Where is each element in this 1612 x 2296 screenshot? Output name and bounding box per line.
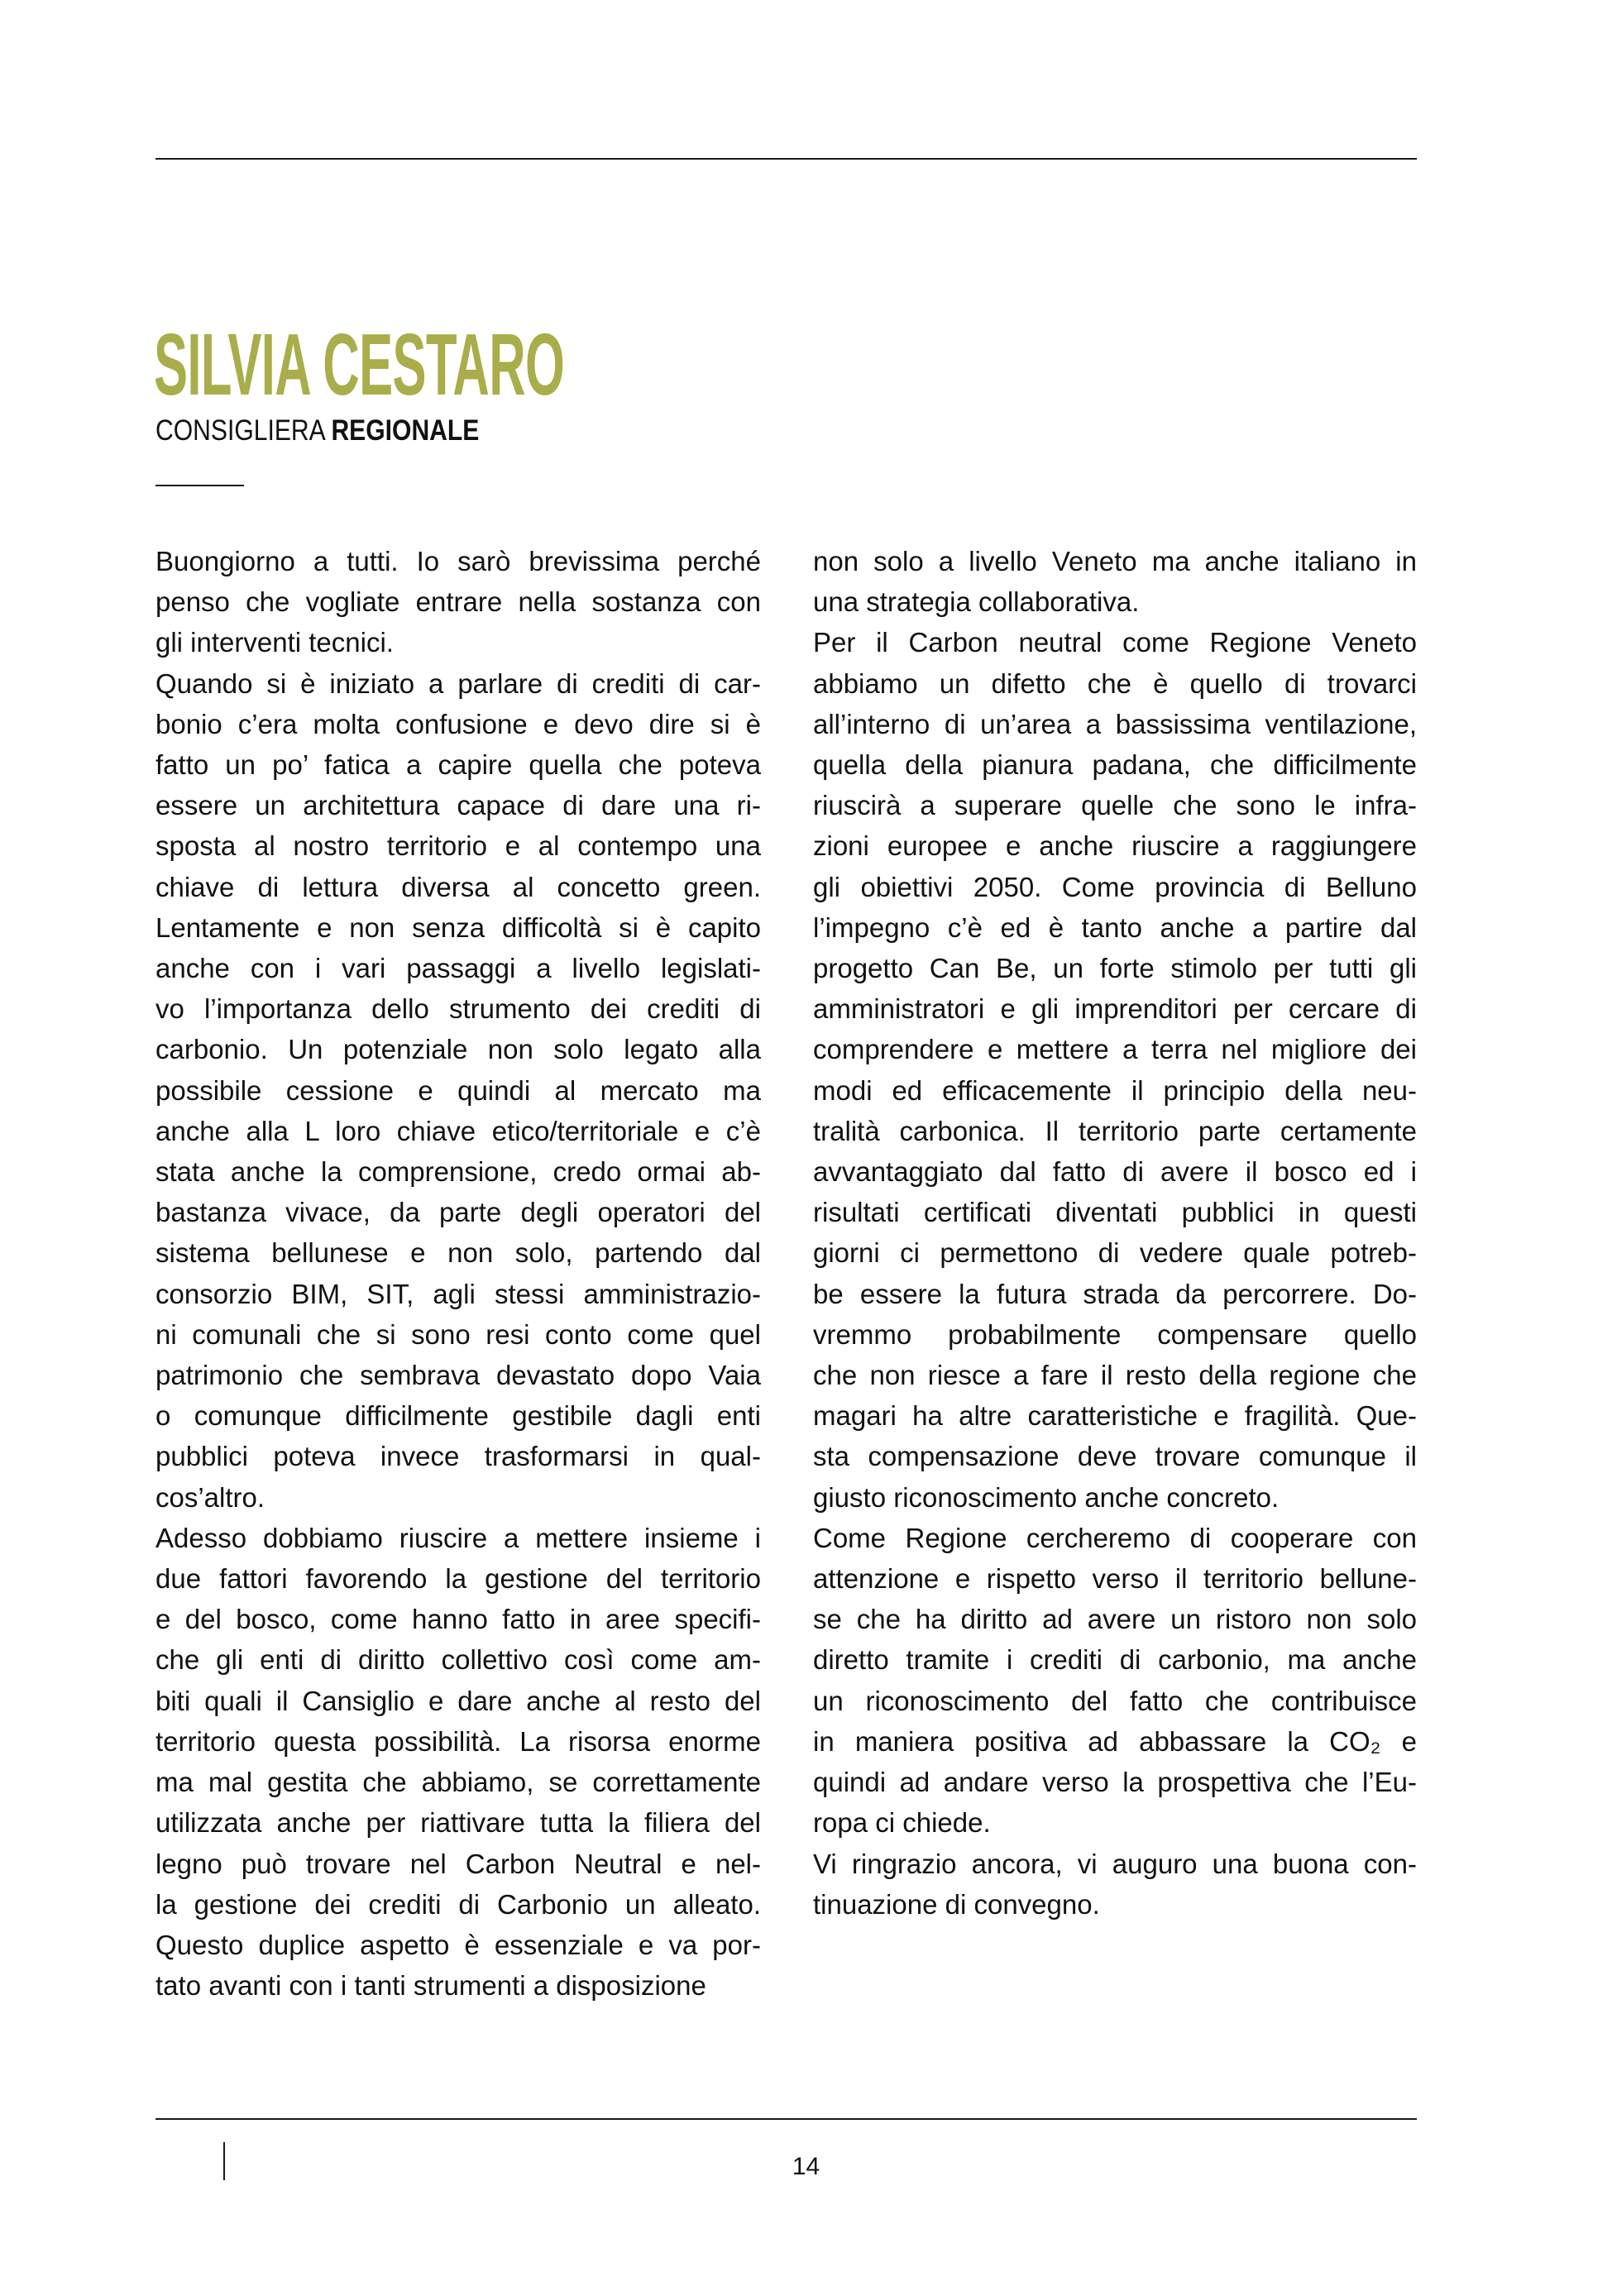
text-line: un riconoscimento del fatto che contribuisce	[813, 1685, 1417, 1716]
text-line: Lentamente e non senza difficoltà si è capito	[155, 911, 761, 943]
speaker-role-bold: REGIONALE	[331, 414, 480, 447]
text-line: una strategia collaborativa.	[813, 586, 1140, 618]
text-line: risultati certificati diventati pubblici in questi	[813, 1197, 1417, 1228]
text-line: ni comunali che si sono resi conto come quel	[155, 1318, 761, 1350]
text-line: Buongiorno a tutti. Io sarò brevissima perché	[155, 546, 761, 576]
paragraph	[155, 541, 761, 663]
text-line: cos’altro.	[155, 1481, 265, 1513]
text-line: patrimonio che sembrava devastato dopo Vaia	[155, 1360, 761, 1391]
text-line: quindi ad andare verso la prospettiva che l’Eu-	[813, 1767, 1417, 1798]
text-line: tato avanti con i tanti strumenti a disposizione	[155, 1970, 706, 2002]
text-line: diretto tramite i crediti di carbonio, ma anche	[813, 1644, 1417, 1676]
text-line: sposta al nostro territorio e al contempo una	[155, 830, 761, 862]
text-line: due fattori favorendo la gestione del territorio	[155, 1563, 761, 1595]
text-line: che non riesce a fare il resto della regione che	[813, 1360, 1417, 1391]
paragraph	[813, 1844, 1417, 1925]
text-line: sta compensazione deve trovare comunque il	[813, 1441, 1417, 1472]
text-line: Per il Carbon neutral come Regione Veneto	[813, 627, 1417, 658]
text-line: Quando si è iniziato a parlare di crediti di car-	[155, 667, 761, 699]
text-line: stata anche la comprensione, credo ormai ab-	[155, 1156, 761, 1188]
text-line: vo l’importanza dello strumento dei crediti di	[155, 993, 761, 1025]
text-line: progetto Can Be, un forte stimolo per tutti gli	[813, 953, 1417, 984]
text-line: Come Regione cercheremo di cooperare con	[813, 1522, 1417, 1553]
bottom-rule	[155, 2118, 1417, 2120]
text-line: all’interno di un’area a bassissima ventilazione,	[813, 708, 1417, 739]
text-line: be essere la futura strada da percorrere. Do-	[813, 1278, 1417, 1309]
text-line: tralità carbonica. Il territorio parte certamente	[813, 1115, 1417, 1146]
left-column	[155, 541, 761, 2006]
text-line: anche alla L loro chiave etico/territoriale e c’è	[155, 1115, 761, 1146]
text-line: carbonio. Un potenziale non solo legato alla	[155, 1034, 761, 1065]
text-line: bastanza vivace, da parte degli operatori del	[155, 1197, 761, 1228]
speaker-role-prefix: CONSIGLIERA	[155, 414, 325, 447]
paragraph	[155, 663, 761, 1518]
text-line: l’impegno c’è ed è tanto anche a partire dal	[813, 911, 1417, 943]
text-line: Adesso dobbiamo riuscire a mettere insieme i	[155, 1522, 761, 1553]
text-line: ropa ci chiede.	[813, 1807, 991, 1839]
text-line: anche con i vari passaggi a livello legislati-	[155, 953, 761, 984]
text-line: modi ed efficacemente il principio della neu-	[813, 1074, 1417, 1106]
text-line: gli obiettivi 2050. Come provincia di Belluno	[813, 871, 1417, 902]
text-line: abbiamo un difetto che è quello di trovarci	[813, 667, 1417, 699]
text-line: chiave di lettura diversa al concetto green.	[155, 871, 761, 902]
text-line: gli interventi tecnici.	[155, 627, 394, 658]
text-line: sistema bellunese e non solo, partendo dal	[155, 1237, 761, 1269]
text-line: zioni europee e anche riuscire a raggiungere	[813, 830, 1417, 862]
heading-underline	[155, 485, 244, 486]
text-line: riuscirà a superare quelle che sono le infra-	[813, 790, 1417, 821]
paragraph	[813, 622, 1417, 1517]
text-line: Questo duplice aspetto è essenziale e va por-	[155, 1929, 761, 1960]
text-line: territorio questa possibilità. La risorsa enorme	[155, 1725, 761, 1757]
speaker-role	[155, 414, 479, 447]
text-line: magari ha altre caratteristiche e fragilità. Que-	[813, 1400, 1417, 1432]
text-line: che gli enti di diritto collettivo così come am-	[155, 1644, 761, 1676]
text-line: avvantaggiato dal fatto di avere il bosco ed i	[813, 1156, 1417, 1188]
text-line: essere un architettura capace di dare una ri-	[155, 790, 761, 821]
text-line: fatto un po’ fatica a capire quella che poteva	[155, 749, 761, 781]
right-column	[813, 541, 1417, 1925]
text-line: se che ha diritto ad avere un ristoro non solo	[813, 1604, 1417, 1635]
text-line: e del bosco, come hanno fatto in aree specifi-	[155, 1604, 761, 1635]
text-line: non solo a livello Veneto ma anche italiano in	[813, 546, 1417, 576]
text-line: giusto riconoscimento anche concreto.	[813, 1481, 1280, 1513]
text-line: attenzione e rispetto verso il territorio bellune-	[813, 1563, 1417, 1595]
text-line: bonio c’era molta confusione e devo dire si è	[155, 708, 761, 739]
text-line: penso che vogliate entrare nella sostanza con	[155, 586, 761, 618]
text-line: possibile cessione e quindi al mercato ma	[155, 1074, 761, 1106]
top-rule	[155, 158, 1417, 160]
text-line: utilizzata anche per riattivare tutta la filiera del	[155, 1807, 761, 1839]
text-line: comprendere e mettere a terra nel migliore dei	[813, 1034, 1417, 1065]
text-line: tinuazione di convegno.	[813, 1888, 1100, 1920]
speaker-name: SILVIA CESTARO	[154, 316, 565, 414]
text-line: Vi ringrazio ancora, vi auguro una buona con-	[813, 1848, 1417, 1879]
paragraph	[813, 541, 1417, 622]
text-line: biti quali il Cansiglio e dare anche al resto del	[155, 1685, 761, 1716]
text-line: ma mal gestita che abbiamo, se correttamente	[155, 1767, 761, 1798]
text-line: giorni ci permettono di vedere quale potreb-	[813, 1237, 1417, 1269]
text-line: o comunque difficilmente gestibile dagli enti	[155, 1400, 761, 1432]
text-line: legno può trovare nel Carbon Neutral e nel-	[155, 1848, 761, 1879]
text-line: vremmo probabilmente compensare quello	[813, 1318, 1417, 1350]
text-line: consorzio BIM, SIT, agli stessi amministrazio-	[155, 1278, 761, 1309]
text-line: pubblici poteva invece trasformarsi in qual-	[155, 1441, 761, 1472]
text-line: quella della pianura padana, che difficilmente	[813, 749, 1417, 781]
text-line: la gestione dei crediti di Carbonio un alleato.	[155, 1888, 761, 1920]
page-number: 14	[792, 2153, 820, 2180]
text-line: in maniera positiva ad abbassare la CO₂ e	[813, 1725, 1417, 1757]
text-line: amministratori e gli imprenditori per cercare di	[813, 993, 1417, 1025]
paragraph	[155, 1518, 761, 2006]
paragraph	[813, 1518, 1417, 1844]
